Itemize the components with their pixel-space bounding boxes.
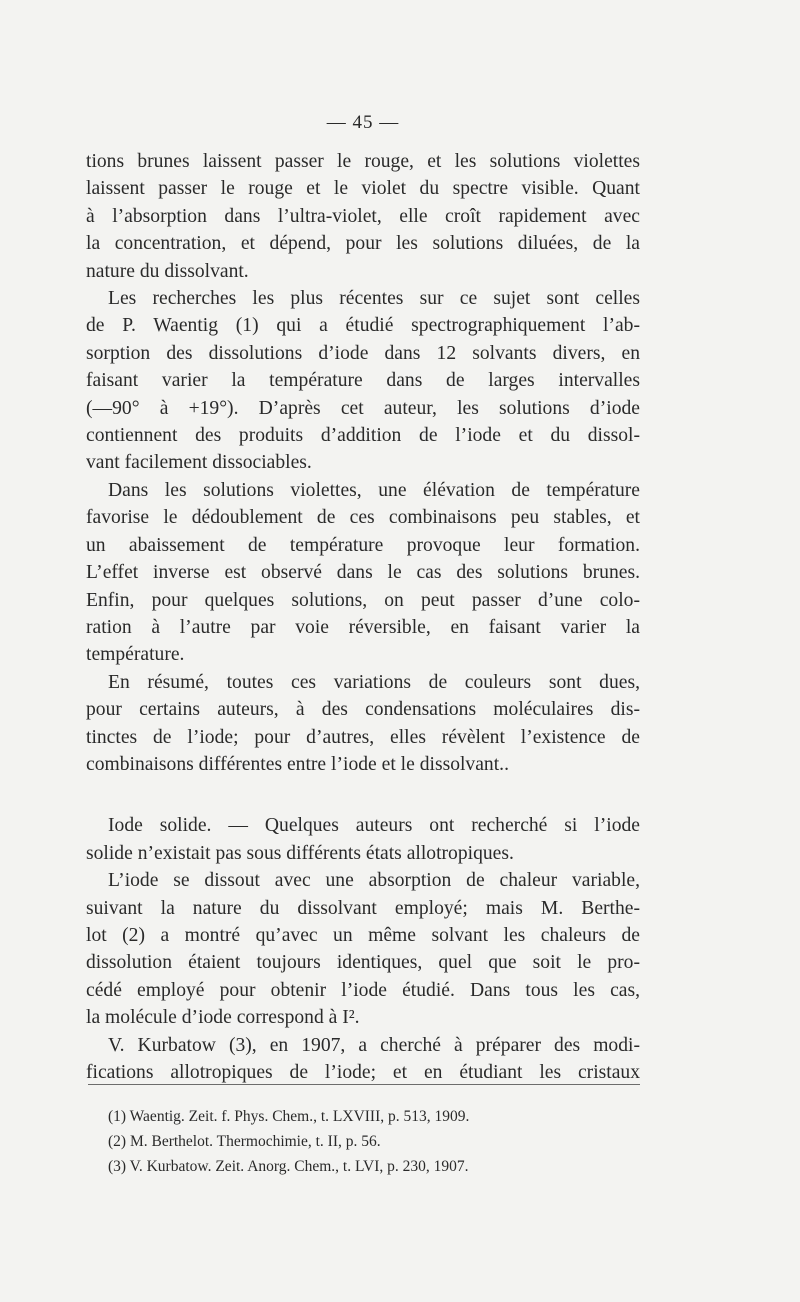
text-line: solide n’existait pas sous différents états allotropiques.: [86, 842, 514, 864]
body-text: [86, 148, 640, 1086]
text-line: nature du dissolvant.: [86, 260, 249, 282]
section-gap: [86, 778, 640, 812]
paragraph: [86, 477, 640, 669]
text-line: laissent passer le rouge et le violet du spectre visible. Quant: [86, 178, 640, 200]
text-line: contiennent des produits d’addition de l’iode et du dissol-: [86, 425, 640, 447]
footnote-2: (2) M. Berthelot. Thermochimie, t. II, p. 56.: [108, 1133, 381, 1150]
text-line: tinctes de l’iode; pour d’autres, elles révèlent l’existence de: [86, 726, 640, 748]
text-line: fications allotropiques de l’iode; et en étudiant les cristaux: [86, 1062, 640, 1083]
footnote-divider: [88, 1084, 640, 1085]
text-line: la concentration, et dépend, pour les solutions diluées, de la: [86, 233, 640, 255]
text-line: favorise le dédoublement de ces combinaisons peu stables, et: [86, 507, 640, 529]
text-line: suivant la nature du dissolvant employé; mais M. Berthe-: [86, 897, 640, 919]
text-line: un abaissement de température provoque leur formation.: [86, 534, 640, 556]
text-line: la molécule d’iode correspond à I².: [86, 1007, 360, 1029]
text-line: température.: [86, 644, 185, 666]
footnotes: [108, 1104, 648, 1179]
text-line: L’iode se dissout avec une absorption de chaleur variable,: [108, 870, 640, 892]
footnote-1: (1) Waentig. Zeit. f. Phys. Chem., t. LXVIII, p. 513, 1909.: [108, 1108, 470, 1125]
text-line: V. Kurbatow (3), en 1907, a cherché à préparer des modi-: [108, 1034, 640, 1056]
text-line: dissolution étaient toujours identiques, quel que soit le pro-: [86, 952, 640, 974]
text-line: Dans les solutions violettes, une élévation de température: [108, 479, 640, 501]
text-line: de P. Waentig (1) qui a étudié spectrographiquement l’ab-: [86, 315, 640, 337]
section-heading-line: Iode solide. — Quelques auteurs ont recherché si l’iode: [108, 815, 640, 837]
text-line: à l’absorption dans l’ultra-violet, elle croît rapidement avec: [86, 205, 640, 227]
text-line: Les recherches les plus récentes sur ce sujet sont celles: [108, 288, 640, 310]
paragraph: [86, 1032, 640, 1087]
paragraph: [86, 285, 640, 477]
page-number: — 45 —: [326, 112, 400, 133]
text-line: faisant varier la température dans de larges intervalles: [86, 370, 640, 392]
text-line: Enfin, pour quelques solutions, on peut passer d’une colo-: [86, 589, 640, 611]
text-line: tions brunes laissent passer le rouge, et les solutions violettes: [86, 151, 640, 172]
text-line: L’effet inverse est observé dans le cas des solutions brunes.: [86, 562, 640, 584]
text-line: ration à l’autre par voie réversible, en faisant varier la: [86, 616, 640, 638]
text-line: combinaisons différentes entre l’iode et le dissolvant..: [86, 753, 509, 775]
text-line: pour certains auteurs, à des condensations moléculaires dis-: [86, 699, 640, 721]
text-line: cédé employé pour obtenir l’iode étudié. Dans tous les cas,: [86, 979, 640, 1001]
text-line: En résumé, toutes ces variations de couleurs sont dues,: [108, 671, 640, 693]
text-line: sorption des dissolutions d’iode dans 12 solvants divers, en: [86, 342, 640, 364]
footnote-3: (3) V. Kurbatow. Zeit. Anorg. Chem., t. LVI, p. 230, 1907.: [108, 1158, 469, 1175]
paragraph: [86, 148, 640, 285]
section-paragraph: [86, 812, 640, 867]
paragraph: [86, 867, 640, 1031]
text-line: (—90° à +19°). D’après cet auteur, les solutions d’iode: [86, 397, 640, 419]
paragraph: [86, 669, 640, 779]
text-line: lot (2) a montré qu’avec un même solvant les chaleurs de: [86, 924, 640, 946]
text-line: vant facilement dissociables.: [86, 452, 312, 474]
